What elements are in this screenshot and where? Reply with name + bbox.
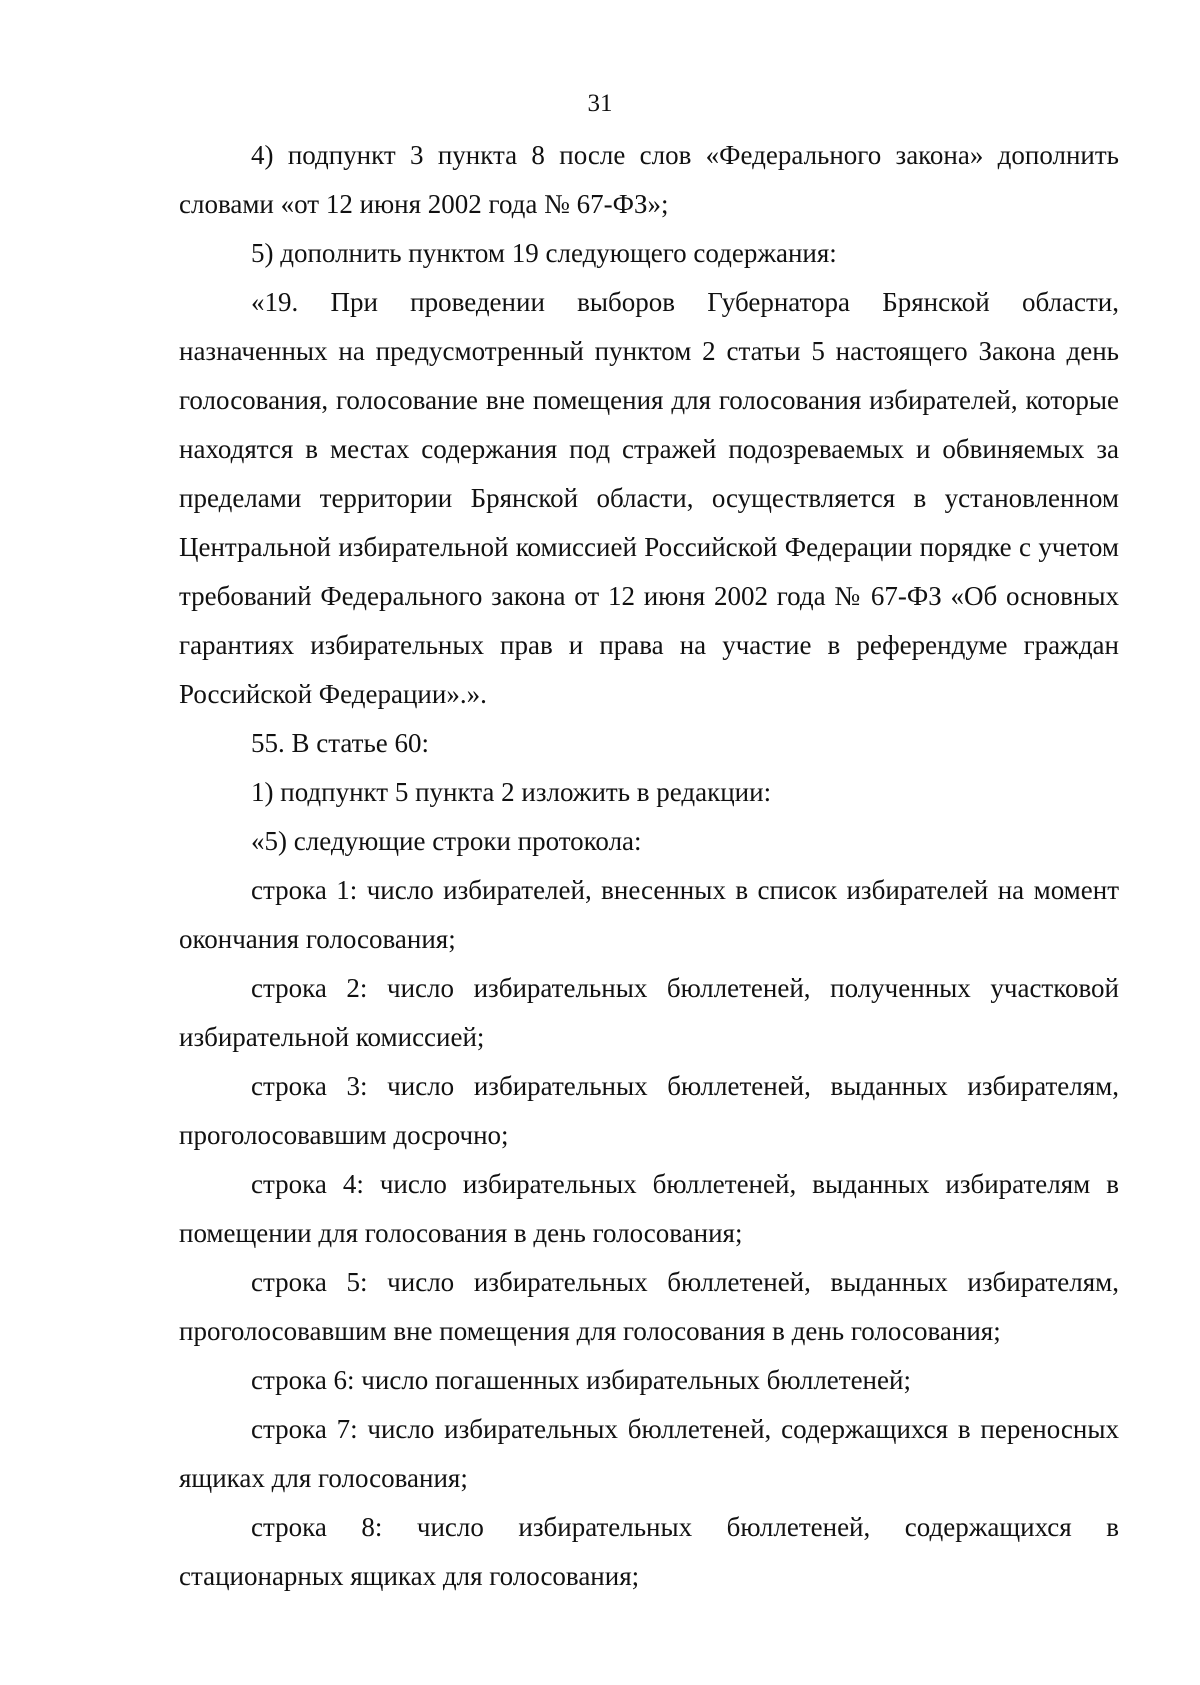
paragraph-line-2: строка 2: число избирательных бюллетеней, полученных участковой избирательной комиссией; [179, 973, 1119, 1052]
page-number: 31 [587, 90, 613, 117]
paragraph-line-3: строка 3: число избирательных бюллетеней, выданных избирателям, проголосовавшим досрочно; [179, 1071, 1119, 1150]
paragraph-line-4: строка 4: число избирательных бюллетеней, выданных избирателям в помещении для голосования в день голосования; [179, 1169, 1119, 1248]
paragraph-line-5: строка 5: число избирательных бюллетеней, выданных избирателям, проголосовавшим вне помещения для голосования в день голосования; [179, 1267, 1119, 1346]
paragraph-line-8: строка 8: число избирательных бюллетеней, содержащихся в стационарных ящиках для голосования; [179, 1512, 1119, 1591]
document-body [179, 131, 1119, 1601]
paragraph-subpoint-4: 4) подпункт 3 пункта 8 после слов «Федерального закона» дополнить словами «от 12 июня 2002 года № 67-ФЗ»; [179, 140, 1119, 219]
paragraph-line-6: строка 6: число погашенных избирательных бюллетеней; [251, 1365, 911, 1395]
paragraph-line-1: строка 1: число избирателей, внесенных в список избирателей на момент окончания голосования; [179, 875, 1119, 954]
paragraph-subpoint-1: 1) подпункт 5 пункта 2 изложить в редакции: [251, 777, 772, 807]
paragraph-point-19: «19. При проведении выборов Губернатора Брянской области, назначенных на предусмотренный пунктом 2 статьи 5 настоящего Закона день голосования, голосование вне помещения для голосования избирателей, которые находятся в местах содержания под стражей подозреваемых и обвиняемых за пределами территории Брянской области, осуществляется в установленном Центральной избирательной комиссией Российской Федерации порядке с учетом требований Федерального закона от 12 июня 2002 года № 67-ФЗ «Об основных гарантиях избирательных прав и права на участие в референдуме граждан Российской Федерации».». [179, 287, 1119, 709]
paragraph-subpoint-5: 5) дополнить пунктом 19 следующего содержания: [251, 238, 837, 268]
paragraph-protocol-lines: «5) следующие строки протокола: [251, 826, 642, 856]
paragraph-article-55: 55. В статье 60: [251, 728, 430, 758]
paragraph-line-7: строка 7: число избирательных бюллетеней, содержащихся в переносных ящиках для голосования; [179, 1414, 1119, 1493]
